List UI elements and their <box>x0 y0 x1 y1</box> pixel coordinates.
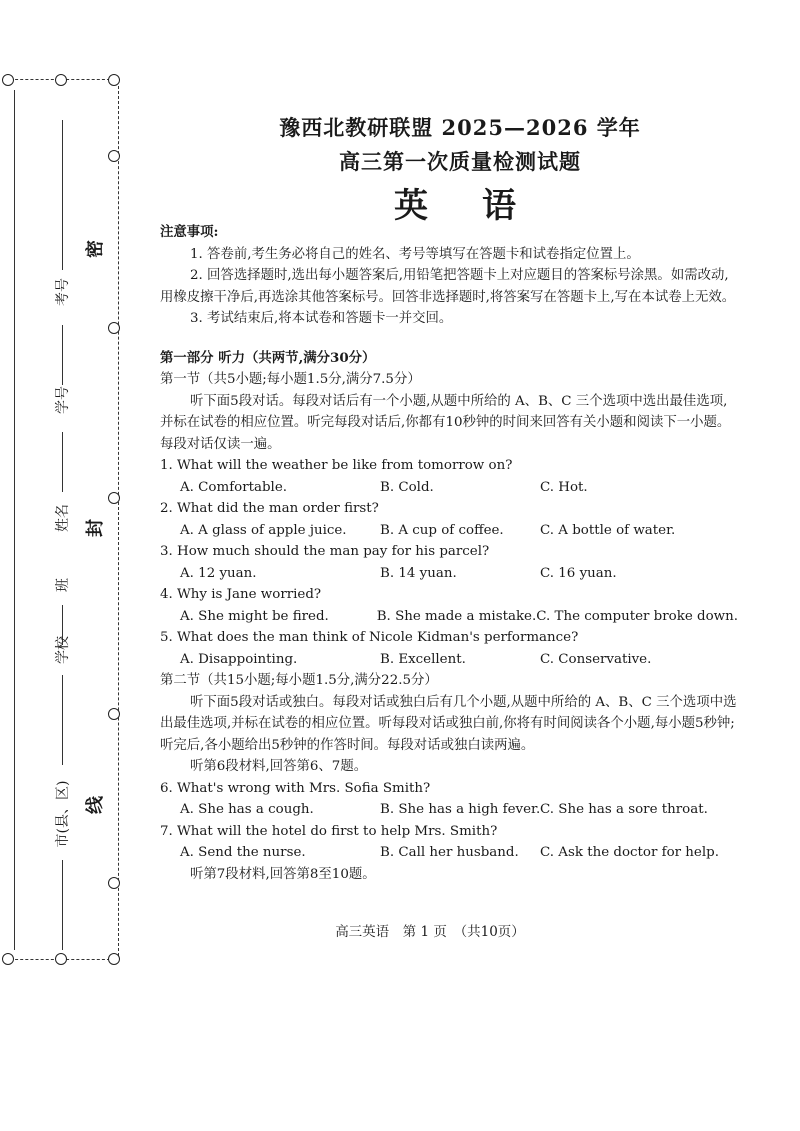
notes-heading: 注意事项: <box>160 224 219 240</box>
subject-title: 英 语 <box>394 186 526 226</box>
note-item: 1. 答卷前,考生务必将自己的姓名、考号等填写在答题卡和试卷指定位置上。 <box>190 246 640 262</box>
option-b: B. She has a high fever. <box>380 802 541 817</box>
question-3 <box>160 541 738 584</box>
option-b: B. A cup of coffee. <box>380 522 504 538</box>
question-text: 4. Why is Jane worried? <box>160 587 322 602</box>
section1-instructions: 听下面5段对话。每段对话后有一个小题,从题中所给的 A、B、C 三个选项中选出最佳选项,并标在试卷的相应位置。听完每段对话后,你都有10秒钟的时间来回答有关小题和阅读下一小题。每段对话仅读一遍。 <box>160 393 731 452</box>
options-row <box>160 649 738 671</box>
material-6-note: 听第6段材料,回答第6、7题。 <box>190 759 368 774</box>
question-4 <box>160 584 738 627</box>
section2-heading: 第二节（共15小题;每小题1.5分,满分22.5分） <box>160 673 438 688</box>
exam-title-line1: 豫西北教研联盟 2025—2026 学年 <box>279 115 641 140</box>
question-text: 2. What did the man order first? <box>160 501 379 516</box>
hole-circle <box>108 953 120 965</box>
shixianqu-line <box>62 860 63 950</box>
exam-content <box>160 222 738 885</box>
option-c: C. Ask the doctor for help. <box>540 845 719 860</box>
option-a: A. She might be fired. <box>180 608 329 624</box>
label-ban: 班 <box>55 578 71 592</box>
option-b: B. Excellent. <box>380 651 466 667</box>
section1-heading: 第一节（共5小题;每小题1.5分,满分7.5分） <box>160 372 421 387</box>
option-a: A. Disappointing. <box>180 651 298 667</box>
options-row <box>160 520 738 542</box>
material-7-note: 听第7段材料,回答第8至10题。 <box>190 866 376 882</box>
options-row <box>160 799 738 821</box>
option-c: C. She has a sore throat. <box>540 802 708 817</box>
option-a: A. Send the nurse. <box>180 845 306 860</box>
label-shixianqu: 市(县、区) <box>55 780 71 848</box>
seal-mark-feng: 封 <box>85 519 106 537</box>
label-kaohao: 考号 <box>55 278 71 306</box>
hole-circle <box>108 708 120 720</box>
question-5 <box>160 627 738 670</box>
question-7 <box>160 821 738 864</box>
label-xuexiao: 学校 <box>55 636 71 664</box>
section2-instructions: 听下面5段对话或独白。每段对话或独白后有几个小题,从题中所给的 A、B、C 三个选项中选出最佳选项,并标在试卷的相应位置。听每段对话或独白前,你将有时间阅读各个小题,每小题5秒钟;听完后,各小题给出5秒钟的作答时间。每段对话或独白读两遍。 <box>160 694 737 753</box>
question-text: 7. What will the hotel do first to help Mrs. Smith? <box>160 823 498 839</box>
exam-title-line2: 高三第一次质量检测试题 <box>339 149 581 174</box>
question-text: 3. How much should the man pay for his parcel? <box>160 544 490 559</box>
option-c: C. The computer broke down. <box>536 608 738 624</box>
seal-mark-mi: 密 <box>85 240 106 258</box>
option-c: C. Hot. <box>540 479 588 495</box>
option-c: C. 16 yuan. <box>540 565 617 581</box>
xuexiao-line <box>62 675 63 765</box>
options-row <box>160 563 738 585</box>
hole-circle <box>108 492 120 504</box>
question-text: 5. What does the man think of Nicole Kidman's performance? <box>160 630 579 645</box>
hole-circle <box>108 74 120 86</box>
note-item: 3. 考试结束后,将本试卷和答题卡一并交回。 <box>190 311 453 326</box>
options-row <box>160 842 738 864</box>
option-a: A. A glass of apple juice. <box>180 522 347 538</box>
option-c: C. Conservative. <box>540 651 652 667</box>
hole-circle <box>55 74 67 86</box>
note-item: 2. 回答选择题时,选出每小题答案后,用铅笔把答题卡上对应题目的答案标号涂黑。如需改动,用橡皮擦干净后,再选涂其他答案标号。回答非选择题时,将答案写在答题卡上,写在本试卷上无效。 <box>160 268 736 305</box>
hole-circle <box>2 74 14 86</box>
option-b: B. Cold. <box>380 479 434 495</box>
seal-mark-xian: 线 <box>85 796 106 814</box>
question-2 <box>160 498 738 541</box>
question-6 <box>160 778 738 821</box>
option-b: B. She made a mistake. <box>376 608 537 624</box>
label-xuehao: 学号 <box>55 386 71 414</box>
option-b: B. Call her husband. <box>380 845 519 860</box>
option-c: C. A bottle of water. <box>540 522 676 538</box>
option-b: B. 14 yuan. <box>380 565 457 581</box>
question-text: 6. What's wrong with Mrs. Sofia Smith? <box>160 780 431 796</box>
label-xingming: 姓名 <box>55 504 71 532</box>
question-1 <box>160 455 738 498</box>
options-row <box>160 606 738 628</box>
hole-circle <box>55 953 67 965</box>
option-a: A. 12 yuan. <box>180 565 257 581</box>
question-text: 1. What will the weather be like from tomorrow on? <box>160 458 513 473</box>
hole-circle <box>108 322 120 334</box>
hole-circle <box>108 877 120 889</box>
option-a: A. Comfortable. <box>180 479 288 495</box>
page-footer: 高三英语 第 1 页 （共10页） <box>335 924 525 940</box>
hole-circle <box>2 953 14 965</box>
option-a: A. She has a cough. <box>180 802 314 817</box>
options-row <box>160 477 738 499</box>
part1-heading: 第一部分 听力（共两节,满分30分） <box>160 349 376 366</box>
